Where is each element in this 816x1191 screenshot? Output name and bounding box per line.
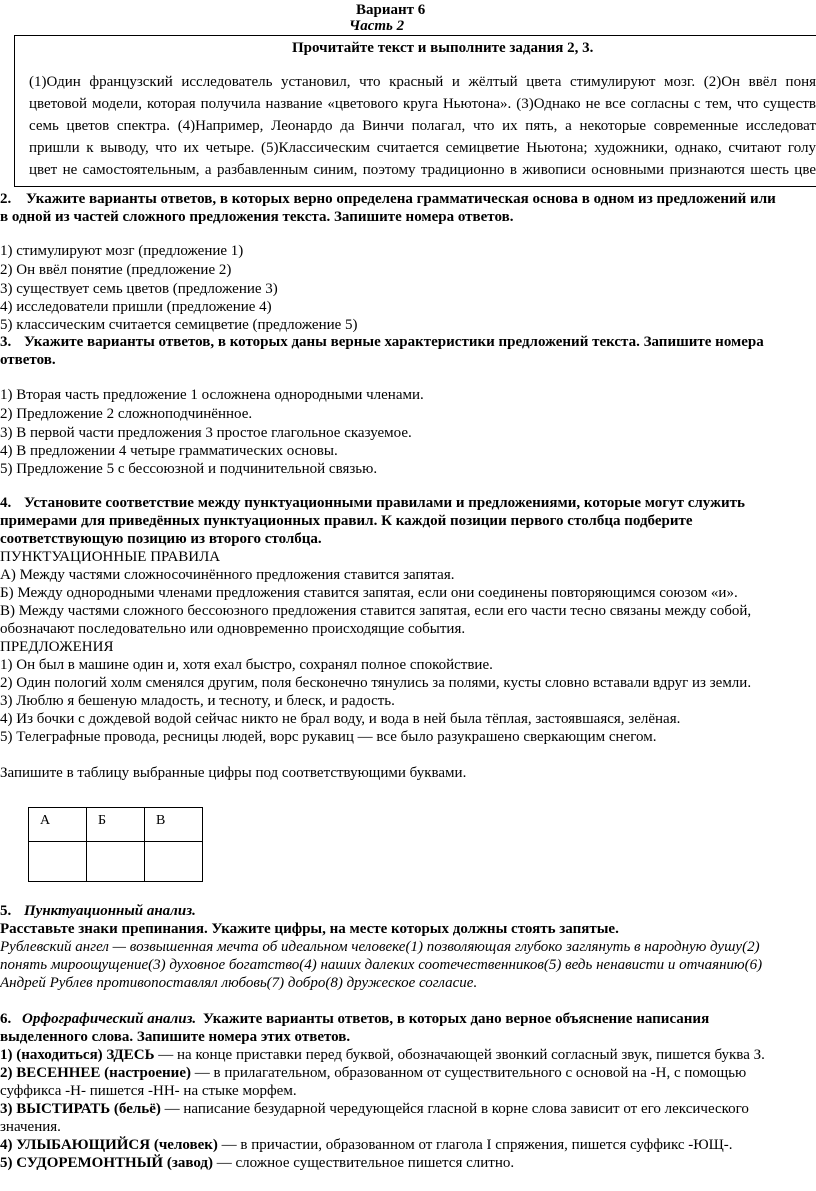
sentence-item: 3) Люблю я бешеную младость, и тесноту, и блеск, и радость. [0,693,395,709]
part-title: Часть 2 [349,18,405,34]
q6-instruction: Укажите варианты ответов, в которых дано верное объяснение написания [203,1011,710,1027]
q6-option: суффикса -Н- пишется -НН- на стыке морфем. [0,1083,297,1099]
sentence-item: 5) Телеграфные провода, ресницы людей, ворс рукавиц — все было разукрашено сверкающим снегом. [0,729,657,745]
q6-instruction: выделенного слова. Запишите номера этих ответов. [0,1029,351,1045]
q4-question: Установите соответствие между пунктуационными правилами и предложениями, которые могут служить [24,495,745,511]
answer-header: Б [87,808,145,842]
answer-header: А [29,808,87,842]
rules-heading: ПУНКТУАЦИОННЫЕ ПРАВИЛА [0,549,221,565]
rule-item: обозначают последовательно или одновременно происходящие события. [0,621,466,637]
rule-item: В) Между частями сложного бессоюзного предложения ставится запятая, если его части тесно связаны между собой, [0,603,752,619]
q3-option: 5) Предложение 5 с бессоюзной и подчинительной связью. [0,461,378,477]
answer-cell[interactable] [87,842,145,882]
q3-option: 4) В предложении 4 четыре грамматических основы. [0,443,338,459]
answer-cell[interactable] [29,842,87,882]
text-line: цветовой модели, которая получила название «цветового круга Ньютона». (3)Однако не все согласны с тем, что существ [29,96,816,112]
q2-number: 2. [0,191,12,207]
answer-cell[interactable] [145,842,203,882]
q3-option: 1) Вторая часть предложение 1 осложнена однородными членами. [0,387,424,403]
q2-option: 1) стимулируют мозг (предложение 1) [0,243,244,259]
sentence-item: 2) Один пологий холм сменялся другим, поля бесконечно тянулись за полями, кусты словно вставали вдруг из земли. [0,675,752,691]
q6-option: 4) УЛЫБАЮЩИЙСЯ (человек) — в причастии, образованном от глагола I спряжения, пишется суффикс -ЮЩ-. [0,1137,733,1153]
q4-question: соответствующую позицию из второго столбца. [0,531,322,547]
q3-question: ответов. [0,352,56,368]
q2-option: 4) исследователи пришли (предложение 4) [0,299,272,315]
q6-option: 5) СУДОРЕМОНТНЫЙ (завод) — сложное существительное пишется слитно. [0,1155,515,1171]
q6-number: 6. [0,1011,12,1027]
q2-question: в одной из частей сложного предложения текста. Запишите номера ответов. [0,209,514,225]
q4-question: примерами для приведённых пунктуационных правил. К каждой позиции первого столбца подберите [0,513,693,529]
q3-option: 3) В первой части предложения 3 простое глагольное сказуемое. [0,425,412,441]
q5-text-line: Андрей Рублев противопоставлял любовь(7) добро(8) дружеское согласие. [0,975,478,991]
text-line: (1)Один французский исследователь установил, что красный и жёлтый цвета стимулируют мозг. (2)Он ввёл поня [29,74,816,90]
sentences-heading: ПРЕДЛОЖЕНИЯ [0,639,114,655]
variant-title: Вариант 6 [356,2,426,18]
text-line: пришли к выводу, что их четыре. (5)Классическим считается семицветие Ньютона; художники, однако, считают голу [29,140,816,156]
q4-number: 4. [0,495,12,511]
answer-table [28,807,203,882]
q6-option: значения. [0,1119,61,1135]
sentence-item: 4) Из бочки с дождевой водой сейчас никто не брал воду, и вода в ней была тёплая, застоявшаяся, зелёная. [0,711,681,727]
q5-text-line: понять мироощущение(3) духовное богатство(4) наших далеких соотечественников(5) ведь ненависти и отчаянию(6) [0,957,763,973]
q6-option: 1) (находиться) ЗДЕСЬ — на конце приставки перед буквой, обозначающей звонкий согласный звук, пишется буква З. [0,1047,765,1063]
text-line: семь цветов спектра. (4)Например, Леонардо да Винчи полагал, что их пять, а некоторые современные исследоват [29,118,816,134]
sentence-item: 1) Он был в машине один и, хотя ехал быстро, сохранял полное спокойствие. [0,657,493,673]
table-instruction: Запишите в таблицу выбранные цифры под соответствующими буквами. [0,765,467,781]
q6-title: Орфографический анализ. [22,1011,197,1027]
answer-header: В [145,808,203,842]
q3-number: 3. [0,334,12,350]
q2-option: 3) существует семь цветов (предложение 3) [0,281,278,297]
q5-text-line: Рублевский ангел — возвышенная мечта об идеальном человеке(1) позволяющая глубоко заглянуть в народную душу(2) [0,939,760,955]
q2-option: 2) Он ввёл понятие (предложение 2) [0,262,232,278]
textbox-title: Прочитайте текст и выполните задания 2, 3. [292,40,594,56]
q3-option: 2) Предложение 2 сложноподчинённое. [0,406,253,422]
q2-option: 5) классическим считается семицветие (предложение 5) [0,317,358,333]
q6-option: 2) ВЕСЕННЕЕ (настроение) — в прилагательном, образованном от существительного с основой на -Н, с помощью [0,1065,747,1081]
rule-item: Б) Между однородными членами предложения ставится запятая, если они соединены повторяющимся союзом «и». [0,585,738,601]
rule-item: А) Между частями сложносочинённого предложения ставится запятая. [0,567,455,583]
q5-instruction: Расставьте знаки препинания. Укажите цифры, на месте которых должны стоять запятые. [0,921,619,937]
q6-option: 3) ВЫСТИРАТЬ (бельё) — написание безударной чередующейся гласной в корне слова зависит от его лексического [0,1101,749,1117]
q5-title: Пунктуационный анализ. [24,903,196,919]
q3-question: Укажите варианты ответов, в которых даны верные характеристики предложений текста. Запишите номера [24,334,764,350]
q2-question: Укажите варианты ответов, в которых верно определена грамматическая основа в одном из предложений или [26,191,776,207]
text-line: цвет не самостоятельным, а разбавленным синим, поэтому традиционно в живописи основными признаются шесть цве [29,162,816,178]
q5-number: 5. [0,903,12,919]
